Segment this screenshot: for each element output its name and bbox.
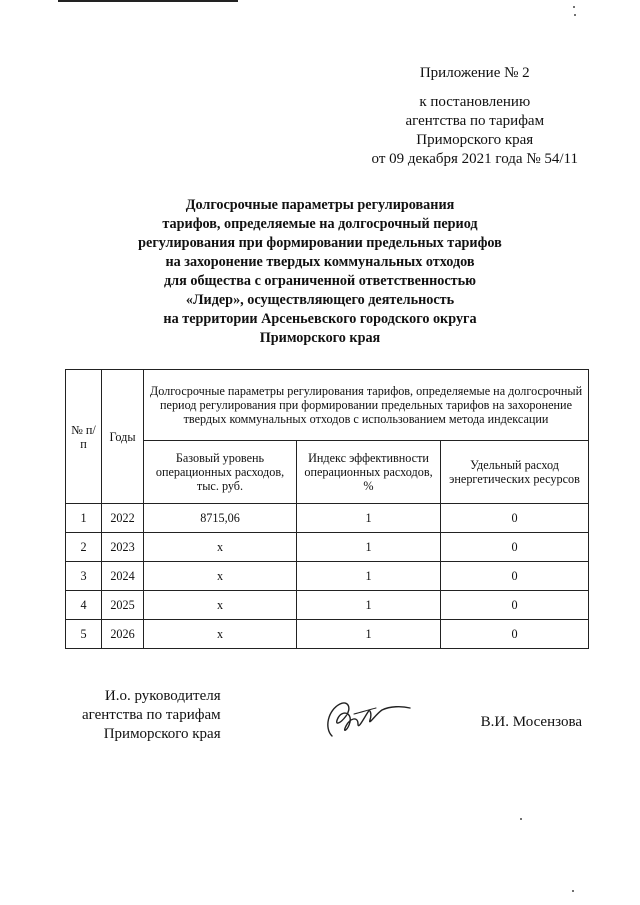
cell-index: 1 — [297, 504, 441, 533]
appendix-line: к постановлению — [419, 94, 531, 110]
cell-number: 1 — [66, 504, 102, 533]
scan-artifact-dot — [573, 6, 575, 8]
title-line: «Лидер», осуществляющего деятельность — [185, 292, 455, 308]
cell-energy: 0 — [441, 533, 589, 562]
cell-base: х — [144, 620, 297, 649]
scan-artifact-dot — [520, 818, 522, 820]
cell-base: х — [144, 591, 297, 620]
cell-energy: 0 — [441, 591, 589, 620]
signer-position — [82, 687, 221, 744]
handwritten-signature — [318, 696, 414, 742]
header-group: Долгосрочные параметры регулирования тарифов, определяемые на долгосрочный период регулирования при формировании предельных тарифов на захоронение твердых коммунальных отходов с использованием метода индексации — [144, 370, 589, 441]
cell-index: 1 — [297, 591, 441, 620]
cell-number: 3 — [66, 562, 102, 591]
appendix-line: от 09 декабря 2021 года № 54/11 — [371, 151, 578, 167]
cell-year: 2026 — [102, 620, 144, 649]
cell-year: 2022 — [102, 504, 144, 533]
title-line: Приморского края — [259, 330, 381, 346]
cell-energy: 0 — [441, 620, 589, 649]
signer-name: В.И. Мосензова — [480, 714, 582, 730]
table-row — [66, 562, 589, 591]
cell-index: 1 — [297, 533, 441, 562]
title-line: регулирования при формировании предельных тарифов — [138, 235, 502, 251]
cell-number: 5 — [66, 620, 102, 649]
signer-position-line: Приморского края — [103, 726, 221, 742]
table-row — [66, 591, 589, 620]
title-line: для общества с ограниченной ответственностью — [164, 273, 476, 289]
parameters-table — [65, 369, 589, 649]
header-energy-consumption: Удельный расход энергетических ресурсов — [441, 441, 589, 504]
title-line: на территории Арсеньевского городского округа — [163, 311, 477, 327]
cell-base: х — [144, 533, 297, 562]
cell-year: 2025 — [102, 591, 144, 620]
scan-artifact-line — [58, 0, 238, 2]
cell-energy: 0 — [441, 562, 589, 591]
title-line: тарифов, определяемые на долгосрочный период — [162, 216, 478, 232]
table-row — [66, 533, 589, 562]
header-base-level: Базовый уровень операционных расходов, тыс. руб. — [144, 441, 297, 504]
cell-index: 1 — [297, 620, 441, 649]
cell-year: 2023 — [102, 533, 144, 562]
cell-index: 1 — [297, 562, 441, 591]
signer-position-line: И.о. руководителя — [104, 688, 221, 704]
cell-base: 8715,06 — [144, 504, 297, 533]
document-title — [0, 196, 640, 348]
scan-artifact-dot — [574, 14, 576, 16]
title-line: на захоронение твердых коммунальных отходов — [165, 254, 475, 270]
title-line: Долгосрочные параметры регулирования — [185, 197, 455, 213]
appendix-block — [372, 64, 578, 169]
cell-base: х — [144, 562, 297, 591]
appendix-line: Приморского края — [416, 132, 534, 148]
scan-artifact-dot — [572, 890, 574, 892]
appendix-line: агентства по тарифам — [405, 113, 545, 129]
cell-energy: 0 — [441, 504, 589, 533]
table-row — [66, 620, 589, 649]
header-number: № п/п — [66, 370, 102, 504]
cell-year: 2024 — [102, 562, 144, 591]
cell-number: 4 — [66, 591, 102, 620]
header-efficiency-index: Индекс эффективности операционных расходов, % — [297, 441, 441, 504]
table-row — [66, 504, 589, 533]
signer-position-line: агентства по тарифам — [82, 707, 221, 723]
cell-number: 2 — [66, 533, 102, 562]
header-years: Годы — [102, 370, 144, 504]
appendix-title: Приложение № 2 — [419, 65, 530, 81]
